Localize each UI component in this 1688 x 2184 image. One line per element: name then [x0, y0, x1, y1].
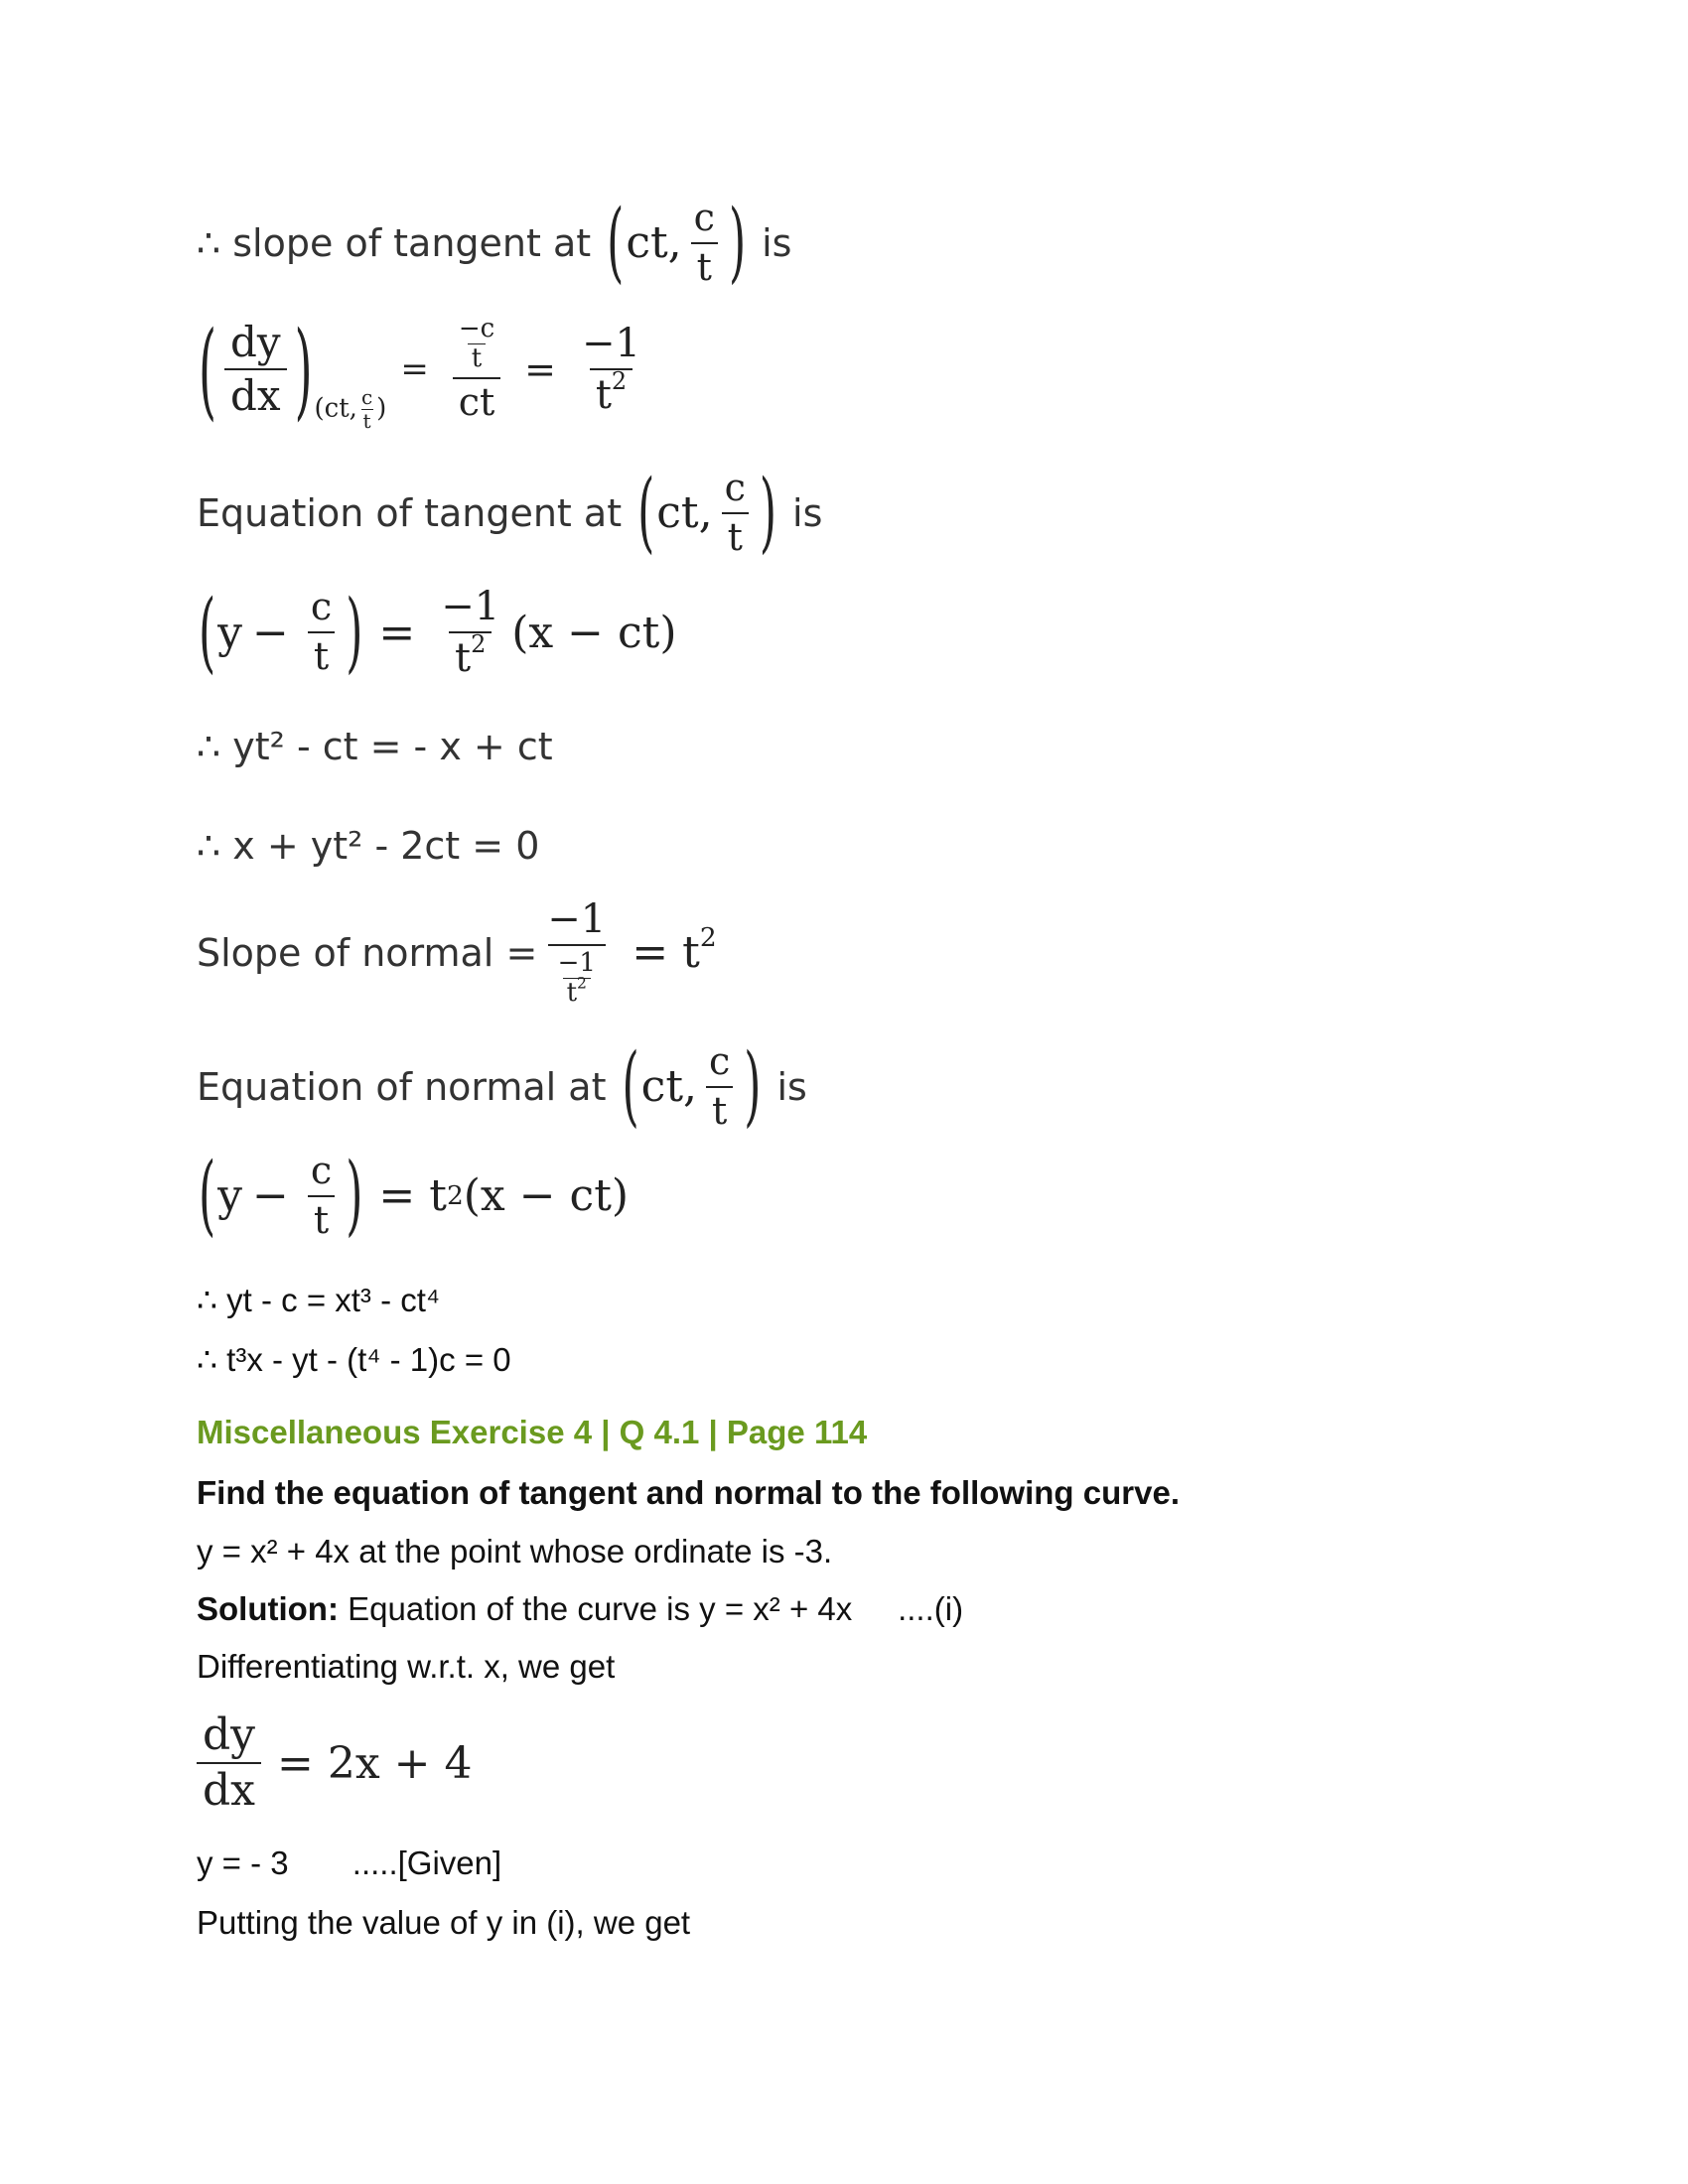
derivative-equation: $\frac{dy}{dx}$ = 2x + 4	[197, 1712, 473, 1814]
eq-normal-line	[197, 1035, 807, 1138]
normal-simplify-1: ∴ yt - c = xt³ - ct⁴	[197, 1282, 441, 1318]
solution-text: Equation of the curve is y = x² + 4x ....(i)	[338, 1590, 964, 1627]
tangent-simplify-2: ∴ x + yt² - 2ct = 0	[197, 824, 540, 868]
given-text: y = - 3 .....[Given]	[197, 1844, 502, 1881]
differentiating-text: Differentiating w.r.t. x, we get	[197, 1648, 616, 1685]
putting-text: Putting the value of y in (i), we get	[197, 1904, 691, 1941]
is-label-3: is	[776, 1064, 807, 1109]
slope-normal-line: Slope of normal = $\frac{-1}{\frac{-1}{t^2}}$ = $t^2$	[197, 896, 717, 1009]
derivative-at-point-equation: ( $\frac{dy}{dx}$ ) (ct, $\frac{c}{t}$ ) = $\frac{\frac{-c}{t}}{ct}$ = $\frac{-1}{t^2}$	[199, 307, 640, 434]
eq-tangent-label: Equation of tangent at	[197, 490, 623, 535]
normal-simplify-2: ∴ t³x - yt - (t⁴ - 1)c = 0	[197, 1341, 511, 1378]
solution-label: Solution:	[197, 1590, 339, 1627]
is-label-2: is	[792, 490, 823, 535]
curve-text: y = x² + 4x at the point whose ordinate is -3.	[197, 1533, 833, 1570]
point-ct-c-over-t-2: ( ct, $\frac{c}{t}$ )	[637, 462, 777, 564]
question-text: Find the equation of tangent and normal to the following curve.	[197, 1474, 1180, 1511]
slope-tangent-line	[197, 192, 792, 294]
eq-normal-label: Equation of normal at	[197, 1064, 607, 1109]
derivative-rhs: = 2x + 4	[277, 1737, 473, 1789]
point-ct-c-over-t-3: ( ct, $\frac{c}{t}$ )	[622, 1035, 762, 1138]
solution-line	[197, 1590, 963, 1628]
is-label: is	[762, 220, 792, 265]
exercise-heading: Miscellaneous Exercise 4 | Q 4.1 | Page 114	[197, 1414, 868, 1450]
eq-tangent-line	[197, 462, 823, 564]
tangent-equation: ( y − $\frac{c}{t}$ ) = $\frac{-1}{t^2}$ (x − ct)	[199, 582, 677, 683]
slope-tangent-label: ∴ slope of tangent at	[197, 220, 592, 265]
slope-normal-label: Slope of normal =	[197, 930, 538, 975]
point-ct-c-over-t: ( ct, $\frac{c}{t}$ )	[607, 192, 747, 294]
tangent-simplify-1: ∴ yt² - ct = - x + ct	[197, 725, 553, 768]
normal-equation: ( y − $\frac{c}{t}$ ) = t 2 (x − ct)	[199, 1145, 630, 1247]
